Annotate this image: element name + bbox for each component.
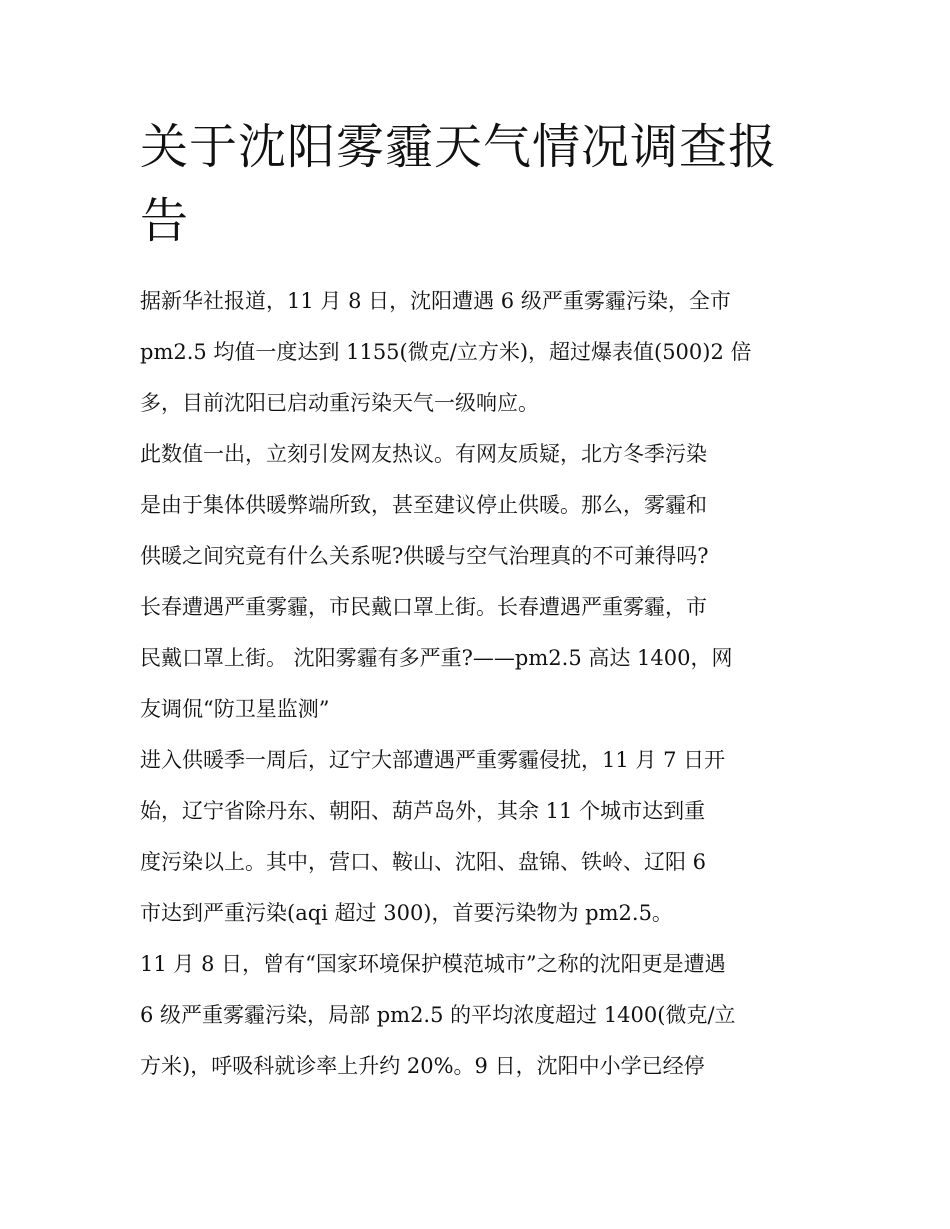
text-line: 度污染以上。其中，营口、鞍山、沈阳、盘锦、铁岭、辽阳 6 [140,850,707,874]
text-line: 友调侃“防卫星监测” [140,697,330,721]
paragraph-3 [140,735,812,939]
text-line: 多，目前沈阳已启动重污染天气一级响应。 [140,391,539,415]
paragraph-4 [140,939,812,1092]
text-line: 供暖之间究竟有什么关系呢?供暖与空气治理真的不可兼得吗? [140,544,709,568]
title-line: 告 [140,193,190,249]
text-line: 进入供暖季一周后，辽宁大部遭遇严重雾霾侵扰，11 月 7 日开 [140,748,726,772]
text-line: 据新华社报道，11 月 8 日，沈阳遭遇 6 级严重雾霾污染，全市 [140,289,731,313]
text-line: 方米)，呼吸科就诊率上升约 20%。9 日，沈阳中小学已经停 [140,1054,705,1078]
text-line: 市达到严重污染(aqi 超过 300)，首要污染物为 pm2.5。 [140,901,673,925]
document-title [140,110,820,258]
paragraph-2 [140,429,812,735]
text-line: 此数值一出，立刻引发网友热议。有网友质疑，北方冬季污染 [140,442,707,466]
text-line: 长春遭遇严重雾霾，市民戴口罩上街。长春遭遇严重雾霾，市 [140,595,707,619]
text-line: pm2.5 均值一度达到 1155(微克/立方米)，超过爆表值(500)2 倍 [140,340,752,364]
text-line: 始，辽宁省除丹东、朝阳、葫芦岛外，其余 11 个城市达到重 [140,799,706,823]
title-line: 关于沈阳雾霾天气情况调查报 [140,119,778,175]
document-body [140,276,812,1092]
text-line: 是由于集体供暖弊端所致，甚至建议停止供暖。那么，雾霾和 [140,493,707,517]
text-line: 6 级严重雾霾污染，局部 pm2.5 的平均浓度超过 1400(微克/立 [140,1003,736,1027]
text-line: 11 月 8 日，曾有“国家环境保护模范城市”之称的沈阳更是遭遇 [140,952,726,976]
text-line: 民戴口罩上街。 沈阳雾霾有多严重?——pm2.5 高达 1400，网 [140,646,733,670]
paragraph-1 [140,276,812,429]
